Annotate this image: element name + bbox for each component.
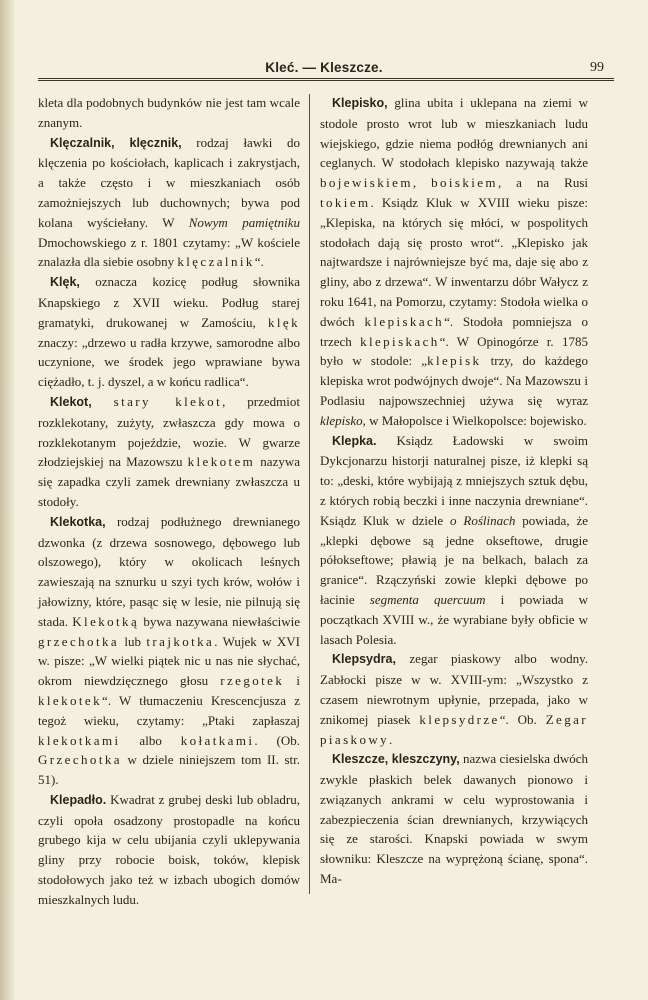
- spaced-term: klekotkami: [38, 732, 121, 748]
- entry-text: . (Ob.: [254, 732, 300, 748]
- column-divider: [309, 94, 310, 894]
- entry-text: nazywa się zapadka czyli zamek drewniany zwłaszcza u stodoły.: [38, 454, 300, 509]
- dictionary-entry: [320, 93, 588, 431]
- spaced-term: klepsydrze: [419, 711, 500, 727]
- entry-text: [92, 394, 114, 409]
- entry-text: w dziele niniejszem tom II. str. 51).: [38, 752, 300, 788]
- entry-text: “. Stodoła pomniejsza o trzech: [320, 313, 588, 349]
- italic-title: klepisko: [320, 412, 363, 428]
- spaced-term: Zegar piaskowy: [320, 711, 588, 747]
- entry-text: Dmochowskiego z r. 1801 czytamy: „W kościele znalazła dla siebie osobny: [38, 234, 300, 270]
- entry-headword: Klepsydra,: [332, 652, 396, 667]
- entry-text: . Wujek w XVI w. pisze: „W wielki piątek nic u nas nie słychać, okrom niewdzięcznego głosu: [38, 633, 300, 689]
- right-column: [320, 93, 588, 889]
- entry-headword: Klepisko,: [332, 96, 388, 110]
- spaced-term: bojewiskiem: [320, 175, 413, 191]
- entry-text: , przedmiot rozklekotany, zużyty, zwłaszcza gdy mowa o rozklekotanym pojeździe, wozie. W gwarze złodziejskiej na Mazowszu: [38, 393, 300, 470]
- entry-text: .: [389, 731, 393, 747]
- spaced-term: trajkotka: [146, 633, 215, 649]
- left-column: [38, 93, 300, 910]
- spaced-term: klęk: [268, 314, 300, 330]
- spaced-term: kołatkami: [180, 732, 255, 748]
- italic-title: Nowym pamiętniku: [188, 214, 301, 230]
- dictionary-entry: [38, 790, 300, 910]
- dictionary-entry: [38, 512, 300, 790]
- entry-text: zegar piaskowy albo wodny. Zabłocki pisze w w. XVIII-ym: „Wszystko z czasem niewrotnym upłynie, przepada, jako w znikomej piasek: [320, 651, 588, 727]
- running-header: [34, 58, 614, 80]
- entry-text: . Ksiądz Kluk w XVIII wieku pisze: „Klepiska, na których się młóci, w pospolitych stodołach dają się prosto wrot“. „Klepisko jak najtwardsze i najrówniejsze być ma, daje się abo z gliny, abo z drzewa“. W inwentarzu dóbr Wałycz z roku 1641, na Pomorzu, czytamy: Stodoła wielka o dwóch: [320, 194, 588, 329]
- entry-text: rodzaj ławki do klęczenia po kościołach, kaplicach i zakrystjach, a także często i w mieszkaniach osób zamożniejszych lub duchownych; bywa pod kolana wyściełany. W: [38, 134, 300, 230]
- entry-continuation: [38, 93, 300, 133]
- entry-text: “. Ob.: [499, 711, 546, 727]
- entry-text: ,: [412, 175, 432, 191]
- running-header-title: Kleć. — Kleszcze.: [265, 60, 383, 75]
- dictionary-entry: [320, 749, 588, 889]
- spaced-term: grzechotka: [38, 633, 120, 649]
- dictionary-entry: [38, 272, 300, 392]
- entry-text: “. W tłumaczeniu Krescencjusza z tegoż wieku, czytamy: „Ptaki zapłaszaj: [38, 692, 300, 728]
- italic-title: segmenta quercuum: [369, 591, 486, 607]
- entry-text: nazwa ciesielska dwóch zwykle płaskich belek dawanych pionowo i związanych ankrami w celu wyprostowania i zabezpieczenia ścian drewnianych, krzywiących się ze starości. Knapski powiada w swym słowniku: Kleszcze na wyprężoną ścianę, spona“. Ma-: [320, 751, 589, 887]
- entry-text: , a na Rusi: [497, 175, 589, 191]
- entry-text: kleta dla podobnych budynków nie jest tam wcale znanym.: [38, 95, 300, 130]
- entry-text: znaczy: „drzewo u radła krzywe, samorodne albo uczynione, we środek jego wprawiane bywa ciężadło, t. j. dyszel, a w końcu radlica“.: [38, 334, 300, 390]
- dictionary-entry: [320, 649, 588, 749]
- spaced-term: klęczalnik: [177, 254, 255, 270]
- entry-text: oznacza kozicę podług słownika Knapskiego z XVII wieku. Podług starej gramatyki, drukowanej w Zamościu,: [38, 274, 300, 330]
- entry-text: Kwadrat z grubej deski lub obladru, czyli opoła osadzony prostopadle na końcu grubego kija w celu ubijania czyli uklepywania gliny przy robocie boisk, toków, klepisk stodołowych jako też w izbach ubogich domów mieszkalnych ludu.: [38, 791, 300, 907]
- header-rule: [38, 78, 614, 81]
- entry-headword: Klepadło.: [50, 792, 107, 807]
- entry-text: powiada, że „klepki dębowe są jedne okseftowe, drugie półokseftowe; pławią je na belkach, balach za granice“. Rzączyński zowie klepki dębowe po łacinie: [320, 512, 588, 607]
- entry-text: “.: [254, 254, 264, 270]
- entry-text: , w Małopolsce i Wielkopolsce: bojewisko.: [362, 412, 587, 428]
- entry-text: albo: [120, 732, 181, 748]
- spaced-term: klekotek: [38, 692, 102, 708]
- entry-text: rodzaj podłużnego drewnianego dzwonka (z drzewa sosnowego, dębowego lub olszowego), który w okolicach leśnych zawieszają na sznurku u szyi tych krów, wołów i jałowizny, które, pasąc się w lesie, nie pilnują się stada.: [38, 513, 300, 629]
- entry-text: Ksiądz Ładowski w swoim Dykcjonarzu historji naturalnej pisze, iż klepki są to: „deski, które wybijają z mniejszych sztuk dębu, z których robią beczki i inne naczynia drewniane“. Ksiądz Kluk w dziele: [320, 432, 588, 528]
- spaced-term: Grzechotka: [38, 752, 122, 768]
- entry-text: i powiada w początkach XVIII w., że wyrabiane były obficie w lasach Polesia.: [320, 591, 588, 647]
- entry-headword: Klęczalnik, klęcznik,: [50, 135, 182, 150]
- page-number: 99: [590, 60, 604, 75]
- spaced-term: klepiskach: [364, 313, 445, 329]
- entry-text: lub: [119, 633, 147, 649]
- entry-headword: Klekotka,: [50, 514, 106, 529]
- page-gutter-shadow: [0, 0, 14, 1000]
- spaced-term: tokiem: [320, 194, 371, 210]
- spaced-term: klepisk: [427, 353, 482, 369]
- dictionary-entry: [38, 133, 300, 273]
- spaced-term: stary klekot: [113, 393, 223, 409]
- entry-text: glina ubita i uklepana na ziemi w stodole prosto wrot lub w mieszkaniach ludu wiejskiego, gdzie niema podłóg drewnianych ani ceglanych. W stodołach klepisko nazywają także: [320, 95, 588, 171]
- dictionary-entry: [38, 392, 300, 512]
- spaced-term: klepiskach: [360, 333, 440, 349]
- entry-headword: Klęk,: [50, 275, 80, 290]
- entry-text: trzy, do każdego klepiska wrot podwójnych dwoje“. Na Mazowszu i Podlasiu najpowszechniej używa się wyraz: [320, 353, 588, 408]
- dictionary-entry: [320, 431, 588, 650]
- spaced-term: Klekotką: [72, 613, 140, 629]
- entry-text: bywa nazywana niewłaściwie: [139, 613, 300, 629]
- entry-text: i: [284, 673, 300, 689]
- spaced-term: boiskiem: [431, 175, 498, 191]
- spaced-term: rzegotek: [220, 673, 285, 689]
- entry-headword: Klekot,: [50, 394, 92, 409]
- entry-headword: Kleszcze, kleszczyny,: [332, 752, 460, 767]
- entry-headword: Klepka.: [332, 433, 377, 448]
- entry-text: “. W Opinogórze r. 1785 było w stodole: „: [320, 333, 588, 369]
- spaced-term: klekotem: [187, 454, 256, 470]
- italic-title: o Roślinach: [450, 512, 516, 528]
